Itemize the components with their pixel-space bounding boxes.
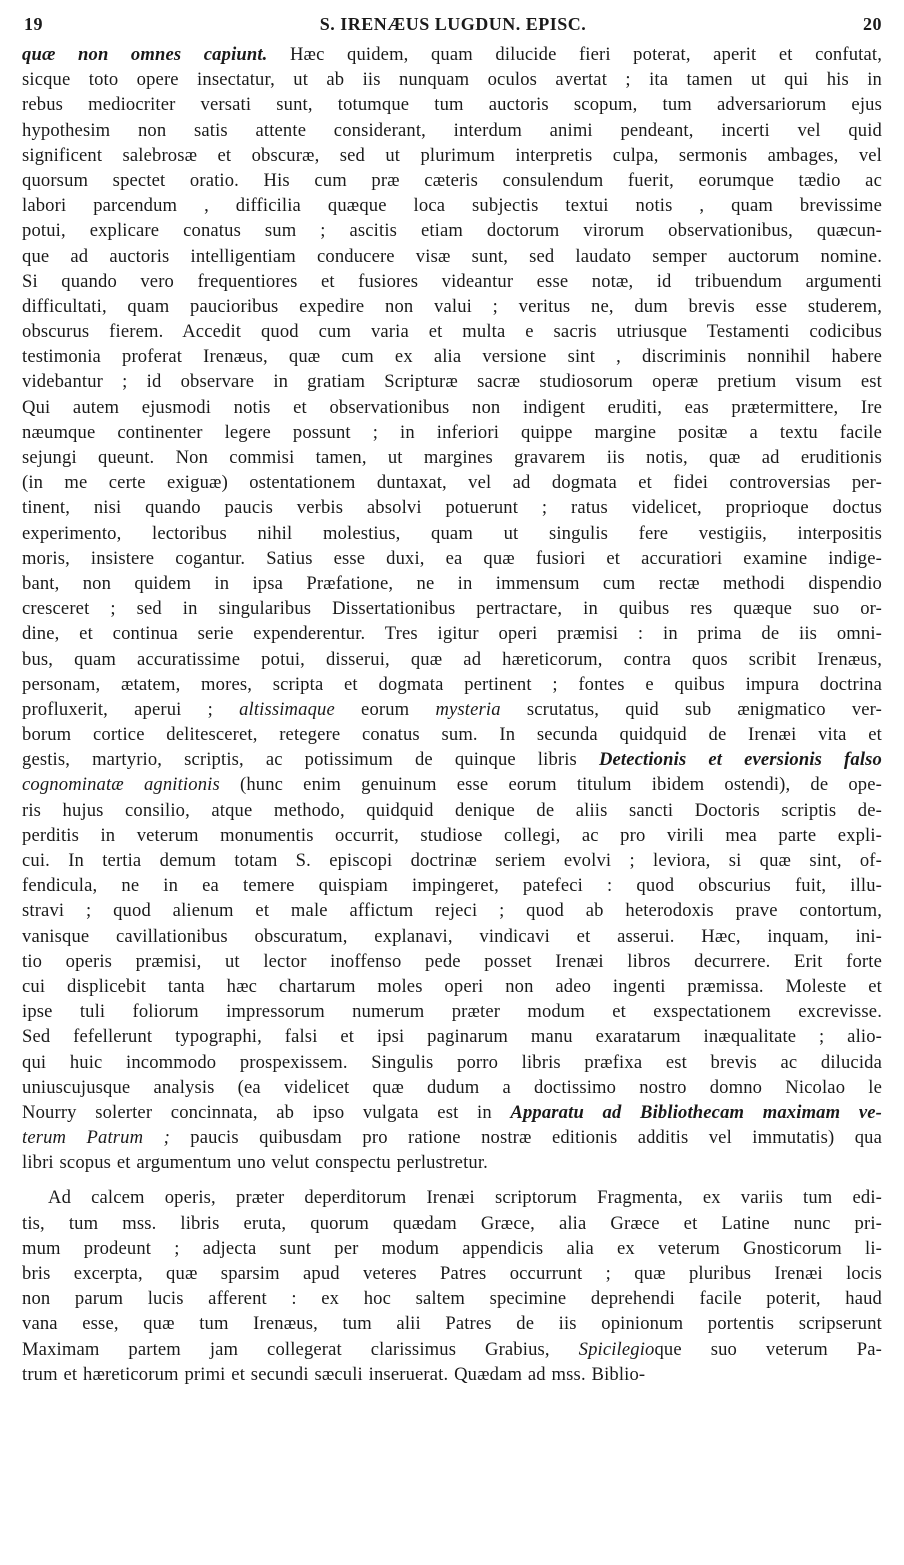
body-text (22, 42, 882, 1387)
text-line: perditis in veterum monumentis occurrit, studiose collegi, ac pro virili mea parte expli- (22, 824, 882, 846)
text-line: significent salebrosæ et obscuræ, sed ut plurimum interpretis culpa, sermonis ambages, vel (22, 144, 882, 166)
text-line: stravi ; quod alienum et male affictum rejeci ; quod ab heterodoxis prave contortum, (22, 900, 882, 922)
text-line: qui huic incommodo prospexissem. Singulis porro libris præfixa est brevis ac dilucida (22, 1051, 882, 1073)
text-line: fendicula, ne in ea temere quispiam impingeret, patefeci : quod obscurius fuit, illu- (22, 875, 882, 897)
text-line: næumque continenter legere possunt ; in inferiori quippe margine positæ a textu facile (22, 421, 882, 443)
text-line: profluxerit, aperui ; altissimaque eorum mysteria scrutatus, quid sub ænigmatico ver- (22, 698, 882, 720)
text-line: cui. In tertia demum totam S. episcopi doctrinæ seriem evolvi ; leviora, si quæ sint, of- (22, 850, 882, 871)
text-line: personam, ætatem, mores, scripta et dogmata pertinent ; fontes e quibus impura doctrina (22, 673, 882, 695)
text-line: quæ non omnes capiunt. Hæc quidem, quam dilucide fieri poterat, aperit et confutat, (22, 44, 882, 65)
text-line: libri scopus et argumentum uno velut conspectu perlustretur. (22, 1152, 488, 1174)
text-line: rebus mediocriter versati sunt, totumque tum auctoris scopum, tum adversariorum ejus (22, 94, 882, 116)
text-line: trum et hæreticorum primi et secundi sæculi inseruerat. Quædam ad mss. Biblio- (22, 1363, 646, 1385)
text-line: terum Patrum ; paucis quibusdam pro ratione nostræ editionis additis vel immutatis) qua (22, 1127, 882, 1149)
text-line: sicque toto opere insectatur, ut ab iis nunquam oculos avertat ; ita tamen ut qui his in (22, 69, 882, 91)
text-line: labori parcendum , difficilia quæque loca subjectis textui notis , quam brevissime (22, 195, 882, 217)
text-line: moris, insistere cogantur. Satius esse duxi, ea quæ fusiori et accuratiori examine indige- (22, 547, 882, 569)
text-line: quorsum spectet oratio. His cum præ cæteris consulendum fuerit, eorumque tædio ac (22, 169, 882, 191)
text-line: que ad auctoris intelligentiam conducere visæ sunt, sed laudato semper auctorum nomine. (22, 245, 882, 267)
text-line: tinent, nisi quando paucis verbis absolvi potuerunt ; ratus videlicet, proprioque doctus (22, 497, 882, 519)
text-line: (in me certe exiguæ) ostentationem duntaxat, vel ad dogmata et fidei controversias per- (22, 472, 882, 494)
text-line: vana esse, quæ tum Irenæus, tum alii Patres de iis opinionum portentis scripserunt (22, 1313, 882, 1335)
text-line: Nourry solerter concinnata, ab ipso vulgata est in Apparatu ad Bibliothecam maximam ve- (22, 1101, 882, 1123)
text-line: dine, et continua serie expenderentur. Tres igitur operi præmisi : in prima de iis omni- (22, 623, 882, 645)
text-line: borum cortice delitesceret, retegere conatus sum. In secunda quidquid de Irenæi vita et (22, 724, 882, 746)
text-line: non parum lucis afferent : ex hoc saltem specimine deprehendi facile poterit, haud (22, 1288, 882, 1310)
text-line: Qui autem ejusmodi notis et observationibus non indigent eruditi, eas prætermittere, Ire (22, 396, 882, 418)
text-line: cui displicebit tanta hæc chartarum moles operi non adeo ingenti præmissa. Moleste et (22, 975, 882, 997)
text-line: cresceret ; sed in singularibus Dissertationibus pertractare, in quibus res quæque suo or- (22, 598, 882, 620)
text-line: difficultati, quam paucioribus expedire non valui ; veritus ne, dum brevis esse studerem, (22, 295, 882, 317)
page-number-left: 19 (24, 14, 43, 34)
text-line: tio operis præmisi, ut lector inoffenso pede posset Irenæi libros decurrere. Erit forte (22, 950, 882, 972)
text-line: potui, explicare conatus sum ; ascitis etiam doctorum virorum observationibus, quæcun- (22, 220, 882, 242)
text-line: hypothesim non satis attente considerant, interdum animi pendeant, incerti vel quid (22, 119, 882, 141)
text-line: bus, quam accuratissime potui, disserui, quæ ad hæreticorum, contra quos scribit Irenæus, (22, 648, 882, 670)
text-line: vanisque cavillationibus obscuratum, explanavi, vindicavi et asserui. Hæc, inquam, ini- (22, 925, 882, 947)
text-line: tis, tum mss. libris eruta, quorum quædam Græce, alia Græce et Latine nunc pri- (22, 1212, 882, 1234)
running-header (24, 14, 882, 40)
text-line: sejungi queunt. Non commisi tamen, ut margines gravarem iis notis, quæ ad eruditionis (22, 447, 882, 468)
text-line: bris excerpta, quæ sparsim apud veteres Patres occurrunt ; quæ pluribus Irenæi locis (22, 1263, 882, 1284)
running-title: S. IRENÆUS LUGDUN. EPISC. (319, 14, 587, 34)
text-line: bant, non quidem in ipsa Præfatione, ne in immensum cum rectæ methodi dispendio (22, 572, 882, 594)
text-line: Si quando vero frequentiores et fusiores videantur esse notæ, id tribuendum argumenti (22, 270, 882, 292)
text-line: obscurus fierem. Accedit quod cum varia et multa e sacris utriusque Testamenti codicibus (22, 321, 882, 343)
text-line: cognominatæ agnitionis (hunc enim genuinum esse eorum titulum ibidem ostendi), de ope- (22, 774, 882, 796)
text-line: uniuscujusque analysis (ea videlicet quæ dudum a doctissimo nostro domno Nicolao le (22, 1076, 882, 1098)
text-line: testimonia proferat Irenæus, quæ cum ex alia versione sint , discriminis nonnihil habere (22, 346, 882, 368)
page-number-right: 20 (863, 14, 882, 34)
text-line: gestis, martyrio, scriptis, ac potissimum de quinque libris Detectionis et eversionis falso (22, 749, 882, 771)
paragraph-gap (22, 1175, 882, 1185)
text-line: videbantur ; id observare in gratiam Scripturæ sacræ studiosorum operæ pretium visum est (22, 371, 882, 393)
text-line: Ad calcem operis, præter deperditorum Irenæi scriptorum Fragmenta, ex variis tum edi- (48, 1187, 882, 1209)
text-line: Maximam partem jam collegerat clarissimus Grabius, Spicilegioque suo veterum Pa- (22, 1338, 882, 1360)
text-line: ris hujus consilio, atque methodo, quidquid denique de aliis sancti Doctoris scriptis de- (22, 799, 882, 821)
text-line: mum prodeunt ; adjecta sunt per modum appendicis alia ex veterum Gnosticorum li- (22, 1237, 882, 1259)
text-line: Sed fefellerunt typographi, falsi et ipsi paginarum manu exaratarum inæqualitate ; alio- (22, 1026, 882, 1048)
text-line: ipse tuli foliorum impressorum numerum præter modum et exspectationem excrevisse. (22, 1001, 882, 1023)
text-line: experimento, lectoribus nihil molestius, quam ut singulis fere vestigiis, interpositis (22, 522, 882, 544)
